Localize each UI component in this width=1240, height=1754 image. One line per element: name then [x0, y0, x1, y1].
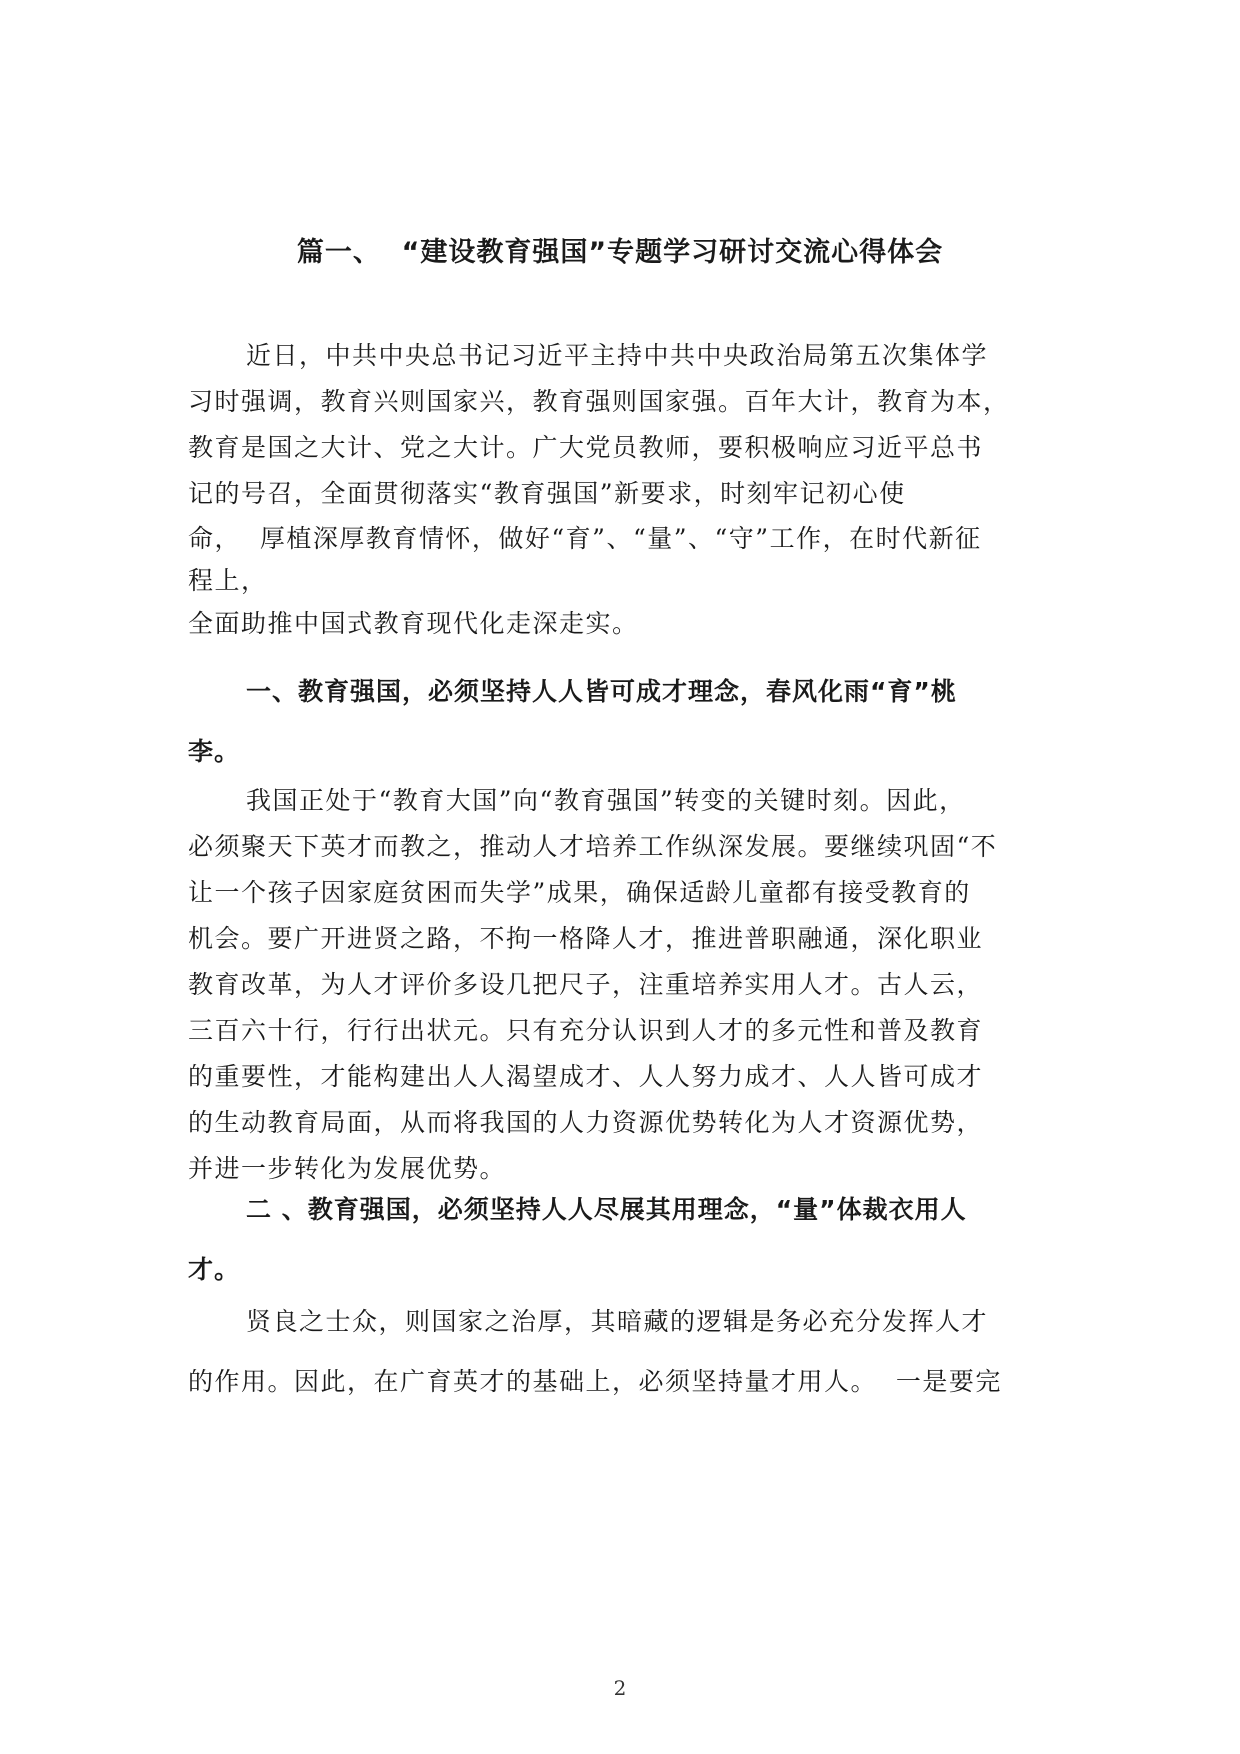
heading-line: 李。 — [188, 737, 241, 766]
section-1-paragraph — [188, 778, 1056, 1192]
text-line: 近日，中共中央总书记习近平主持中共中央政治局第五次集体学 — [246, 341, 989, 370]
text-line: 我国正处于“教育大国”向“教育强国”转变的关键时刻。因此， — [246, 786, 966, 815]
document-title: 篇一、 “建设教育强国”专题学习研讨交流心得体会 — [296, 237, 944, 268]
text-line: 必须聚天下英才而教之，推动人才培养工作纵深发展。要继续巩固“不 — [188, 832, 998, 861]
text-line: 的生动教育局面，从而将我国的人力资源优势转化为人才资源优势， — [188, 1108, 984, 1137]
text-line: 让一个孩子因家庭贫困而失学”成果，确保适龄儿童都有接受教育的 — [188, 878, 971, 907]
heading-line: 才。 — [188, 1255, 241, 1284]
text-line: 教育改革，为人才评价多设几把尺子，注重培养实用人才。古人云， — [188, 970, 984, 999]
page-number: 2 — [613, 1676, 627, 1700]
text-line: 并进一步转化为发展优势。 — [188, 1154, 507, 1183]
section-2-paragraph — [188, 1292, 1056, 1412]
text-line: 命， 厚植深厚教育情怀，做好“育”、“量”、“守”工作，在时代新征 — [188, 524, 982, 553]
text-line: 记的号召，全面贯彻落实“教育强国”新要求，时刻牢记初心使 — [188, 479, 906, 508]
text-line: 的作用。因此，在广育英才的基础上，必须坚持量才用人。 一是要完 — [188, 1367, 1002, 1396]
text-line: 程上， — [188, 566, 268, 595]
text-line: 三百六十行，行行出状元。只有充分认识到人才的多元性和普及教育 — [188, 1016, 984, 1045]
text-line: 的重要性，才能构建出人人渴望成才、人人努力成才、人人皆可成才 — [188, 1062, 984, 1091]
heading-line: 一、教育强国，必须坚持人人皆可成才理念，春风化雨“育”桃 — [246, 677, 957, 706]
heading-line: 二 、教育强国，必须坚持人人尽展其用理念，“量”体裁衣用人 — [246, 1195, 967, 1224]
text-line: 教育是国之大计、党之大计。广大党员教师，要积极响应习近平总书 — [188, 433, 984, 462]
section-heading-2 — [188, 1180, 1056, 1300]
section-heading-1 — [188, 662, 1056, 782]
text-line: 习时强调，教育兴则国家兴，教育强则国家强。百年大计，教育为本， — [188, 387, 1010, 416]
intro-paragraph — [188, 333, 1056, 647]
text-line: 机会。要广开进贤之路，不拘一格降人才，推进普职融通，深化职业 — [188, 924, 984, 953]
text-line: 贤良之士众，则国家之治厚，其暗藏的逻辑是务必充分发挥人才 — [246, 1307, 989, 1336]
text-line: 全面助推中国式教育现代化走深走实。 — [188, 609, 639, 638]
